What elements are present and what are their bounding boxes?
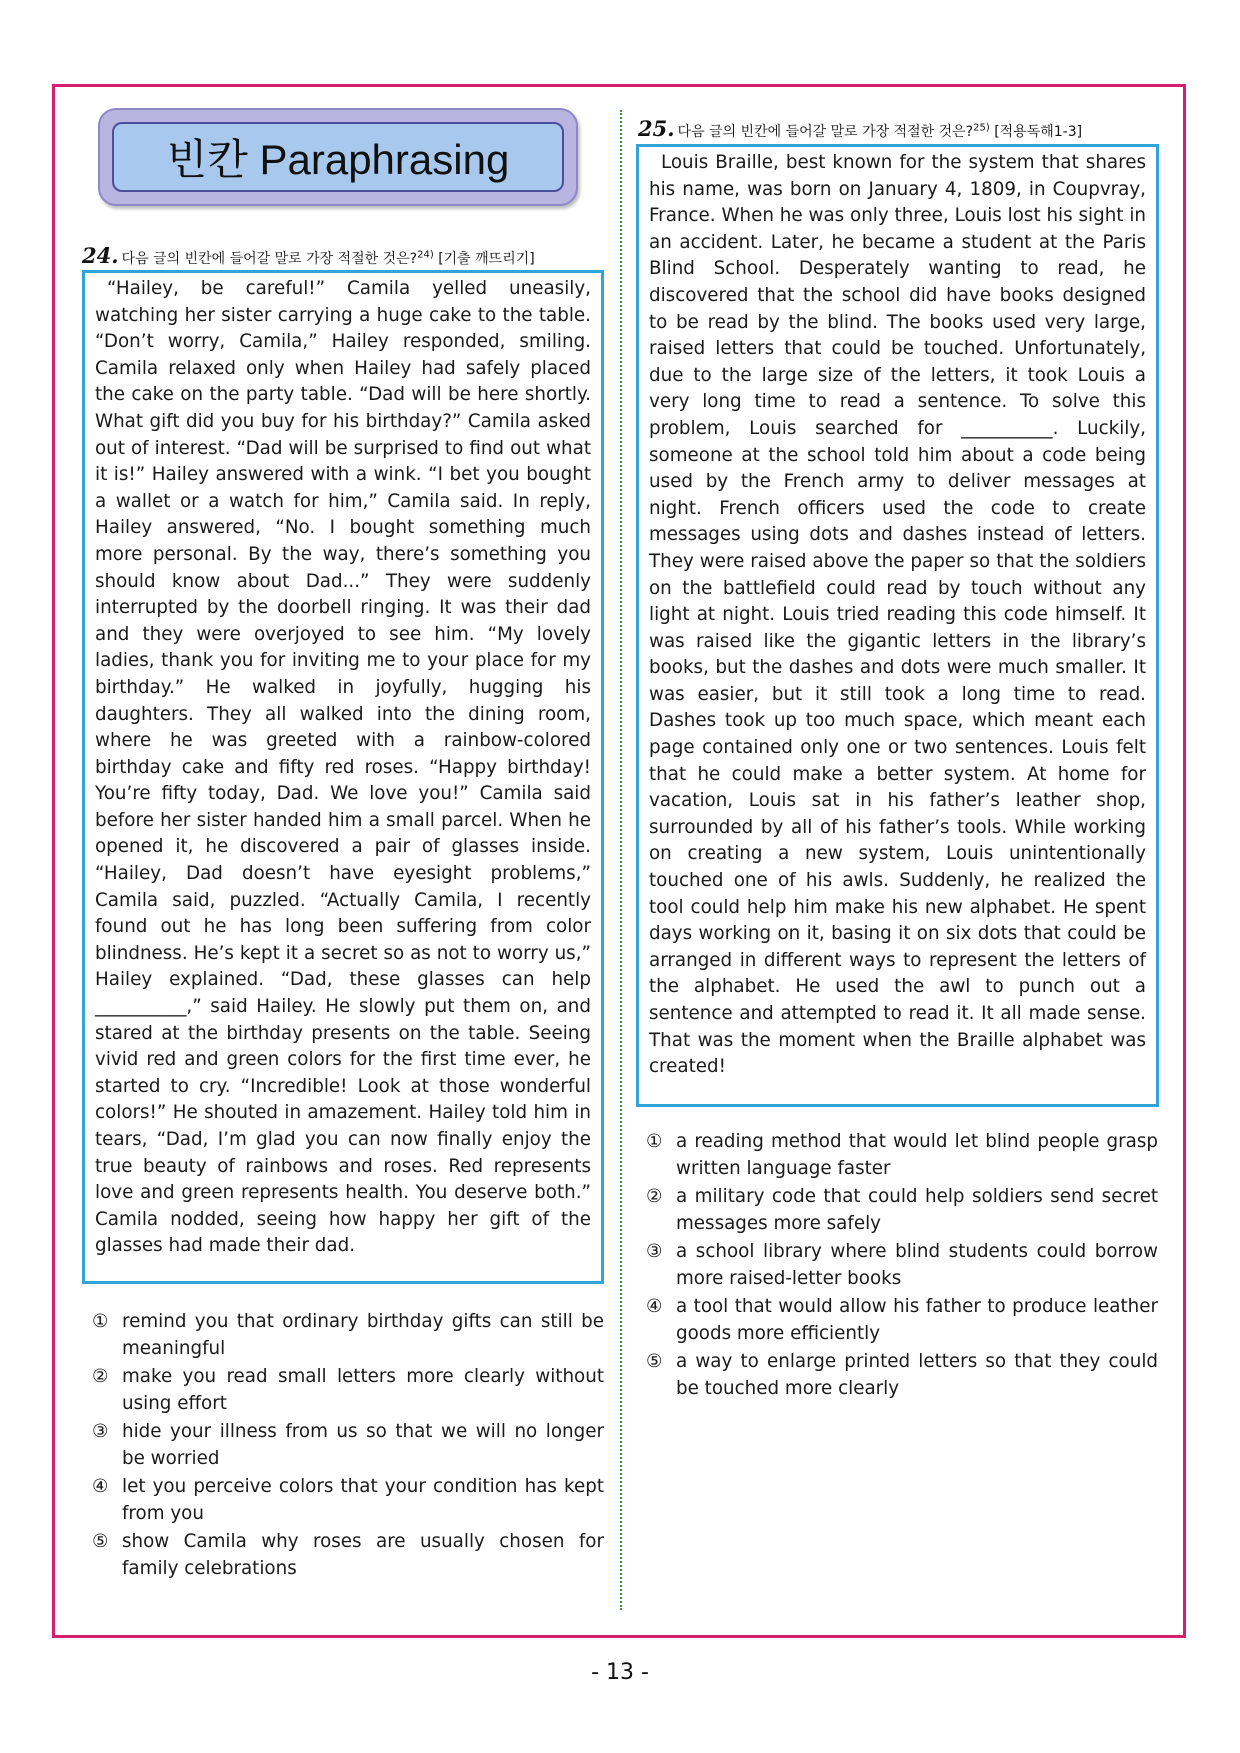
page-number: - 13 - <box>591 1660 649 1685</box>
option-text: remind you that ordinary birthday gifts can still be meaningful <box>122 1311 604 1359</box>
question-tag: [적용독해1-3] <box>994 124 1083 140</box>
answer-option[interactable] <box>92 1363 604 1417</box>
answer-option[interactable] <box>92 1528 604 1582</box>
answer-option[interactable] <box>646 1183 1158 1237</box>
option-number: ② <box>92 1366 109 1387</box>
section-title: 빈칸 Paraphrasing <box>112 122 564 192</box>
option-number: ④ <box>92 1476 109 1497</box>
answer-option[interactable] <box>646 1128 1158 1182</box>
option-text: a reading method that would let blind people grasp written language faster <box>676 1131 1158 1179</box>
option-number: ③ <box>646 1241 663 1262</box>
option-text: a school library where blind students could borrow more raised-letter books <box>676 1241 1158 1289</box>
question-prompt: 다음 글의 빈칸에 들어갈 말로 가장 적절한 것은? <box>677 124 974 140</box>
question-24-passage: “Hailey, be careful!” Camila yelled uneasily, watching her sister carrying a huge cake to the table. “Don’t worry, Camila,” Hailey responded, smiling. Camila relaxed only when Hailey had safely placed the cake on the party table. “Dad will be here shortly. What gift did you buy for his birthday?” Camila asked out of interest. “Dad will be surprised to find out what it is!” Hailey answered with a wink. “I bet you bought a wallet or a watch for him,” Camila said. In reply, Hailey answered, “No. I bought something much more personal. By the way, there’s something you should know about Dad...” They were suddenly interrupted by the doorbell ringing. It was their dad and they were overjoyed to see him. “My lovely ladies, thank you for inviting me to your place for my birthday.” He walked in joyfully, hugging his daughters. They all walked into the dining room, where he was greeted with a rainbow-colored birthday cake and fifty red roses. “Happy birthday! You’re fifty today, Dad. We love you!” Camila said before her sister handed him a small parcel. When he opened it, he discovered a pair of glasses inside. “Hailey, Dad doesn’t have eyesight problems,” Camila said, puzzled. “Actually Camila, I recently found out he has long been suffering from color blindness. He’s kept it a secret so as not to worry us,” Hailey explained. “Dad, these glasses can help __________,” said Hailey. He slowly put them on, and stared at the birthday presents on the table. Seeing vivid red and green colors for the first time ever, he started to cry. “Incredible! Look at those wonderful colors!” He shouted in amazement. Hailey told him in tears, “Dad, I’m glad you can now finally enjoy the true beauty of rainbows and roses. Red represents love and green represents health. You deserve both.” Camila nodded, seeing how happy her gift of the glasses had made their dad. <box>82 270 604 1284</box>
answer-option[interactable] <box>92 1308 604 1362</box>
question-prompt: 다음 글의 빈칸에 들어갈 말로 가장 적절한 것은? <box>121 251 418 267</box>
option-number: ① <box>646 1131 663 1152</box>
column-divider <box>620 110 622 1610</box>
answer-option[interactable] <box>92 1473 604 1527</box>
option-text: make you read small letters more clearly without using effort <box>122 1366 604 1414</box>
question-24-header <box>82 243 535 268</box>
footnote-ref: 24) <box>417 249 434 261</box>
question-number: 25. <box>638 116 675 141</box>
option-number: ⑤ <box>646 1351 663 1372</box>
option-text: a military code that could help soldiers send secret messages more safely <box>676 1186 1158 1234</box>
question-25-options <box>646 1128 1158 1403</box>
answer-option[interactable] <box>646 1293 1158 1347</box>
question-tag: [기출 깨뜨리기] <box>438 251 535 267</box>
option-number: ② <box>646 1186 663 1207</box>
option-number: ① <box>92 1311 109 1332</box>
option-number: ④ <box>646 1296 663 1317</box>
option-text: a tool that would allow his father to produce leather goods more efficiently <box>676 1296 1158 1344</box>
question-24-options <box>92 1308 604 1583</box>
option-text: let you perceive colors that your condition has kept from you <box>122 1476 604 1524</box>
answer-option[interactable] <box>92 1418 604 1472</box>
question-25-passage: Louis Braille, best known for the system that shares his name, was born on January 4, 1809, in Coupvray, France. When he was only three, Louis lost his sight in an accident. Later, he became a student at the Paris Blind School. Desperately wanting to read, he discovered that the school did have books designed to be read by the blind. The books used very large, raised letters that could be touched. Unfortunately, due to the large size of the letters, it took Louis a very long time to read a sentence. To solve this problem, Louis searched for __________. Luckily, someone at the school told him about a code being used by the French army to deliver messages at night. French officers used the code to create messages using dots and dashes instead of letters. They were raised above the paper so that the soldiers on the battlefield could read by touch without any light at night. Louis tried reading this code himself. It was raised like the gigantic letters in the library’s books, but the dashes and dots were much smaller. It was easier, but it still took a long time to read. Dashes took up too much space, which meant each page contained only one or two sentences. Louis felt that he could make a better system. At home for vacation, Louis sat in his father’s leather shop, surrounded by all of his father’s tools. While working on creating a new system, Louis unintentionally touched one of his awls. Suddenly, he realized the tool could help him make his new alphabet. He spent days working on it, basing it on six dots that could be arranged in different ways to represent the letters of the alphabet. He used the awl to punch out a sentence and attempted to read it. It all made sense. That was the moment when the Braille alphabet was created! <box>636 144 1159 1107</box>
option-number: ⑤ <box>92 1531 109 1552</box>
option-text: a way to enlarge printed letters so that they could be touched more clearly <box>676 1351 1158 1399</box>
section-title-banner <box>98 108 578 206</box>
footnote-ref: 25) <box>973 122 990 134</box>
question-25-header <box>638 116 1082 141</box>
option-text: show Camila why roses are usually chosen for family celebrations <box>122 1531 604 1579</box>
answer-option[interactable] <box>646 1238 1158 1292</box>
option-text: hide your illness from us so that we will no longer be worried <box>122 1421 604 1469</box>
option-number: ③ <box>92 1421 109 1442</box>
question-number: 24. <box>82 243 119 268</box>
answer-option[interactable] <box>646 1348 1158 1402</box>
